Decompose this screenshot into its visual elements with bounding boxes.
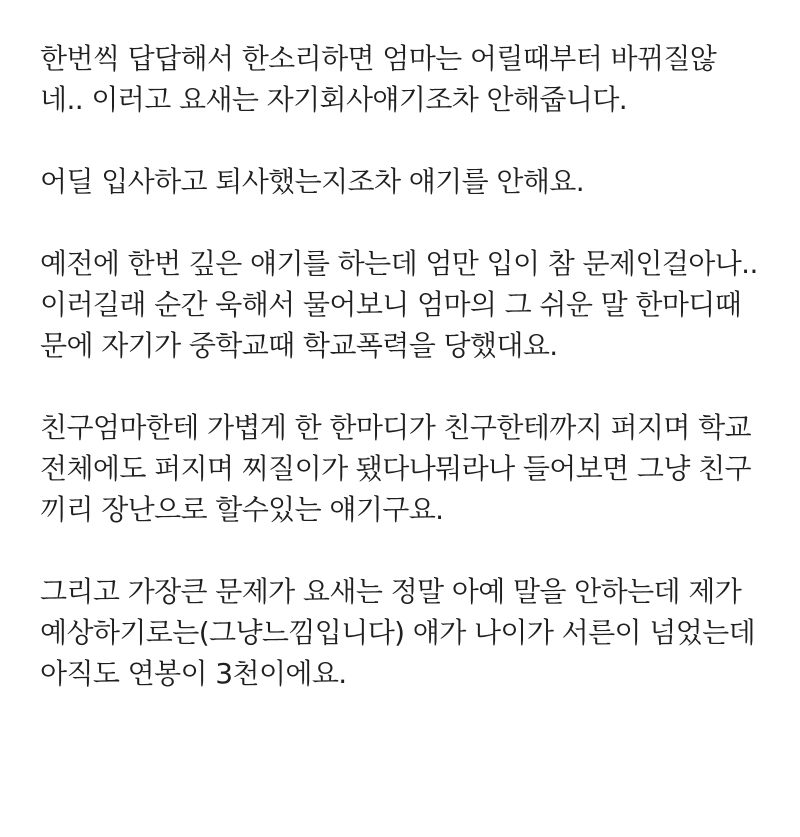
text-line: 아직도 연봉이 3천이에요. xyxy=(40,657,347,690)
text-line: 이러길래 순간 욱해서 물어보니 엄마의 그 쉬운 말 한마디때 xyxy=(40,288,742,321)
text-line: 친구엄마한테 가볍게 한 한마디가 친구한테까지 퍼지며 학교 xyxy=(40,411,752,444)
paragraph xyxy=(40,38,770,120)
text-line: 예전에 한번 깊은 얘기를 하는데 엄만 입이 참 문제인걸아나.. xyxy=(40,247,758,280)
paragraph xyxy=(40,571,770,694)
text-line: 문에 자기가 중학교때 학교폭력을 당했대요. xyxy=(40,329,558,362)
paragraph xyxy=(40,161,770,202)
text-line: 네.. 이러고 요새는 자기회사얘기조차 안해줍니다. xyxy=(40,83,628,116)
text-line: 끼리 장난으로 할수있는 얘기구요. xyxy=(40,493,444,526)
text-line: 어딜 입사하고 퇴사했는지조차 얘기를 안해요. xyxy=(40,165,585,198)
text-line: 한번씩 답답해서 한소리하면 엄마는 어릴때부터 바뀌질않 xyxy=(40,42,717,75)
text-line: 그리고 가장큰 문제가 요새는 정말 아예 말을 안하는데 제가 xyxy=(40,575,742,608)
paragraph xyxy=(40,407,770,530)
text-line: 전체에도 퍼지며 찌질이가 됐다나뭐라나 들어보면 그냥 친구 xyxy=(40,452,752,485)
text-line: 예상하기로는(그냥느낌입니다) 얘가 나이가 서른이 넘었는데 xyxy=(40,616,756,649)
paragraph xyxy=(40,243,770,366)
article-body xyxy=(40,38,770,694)
